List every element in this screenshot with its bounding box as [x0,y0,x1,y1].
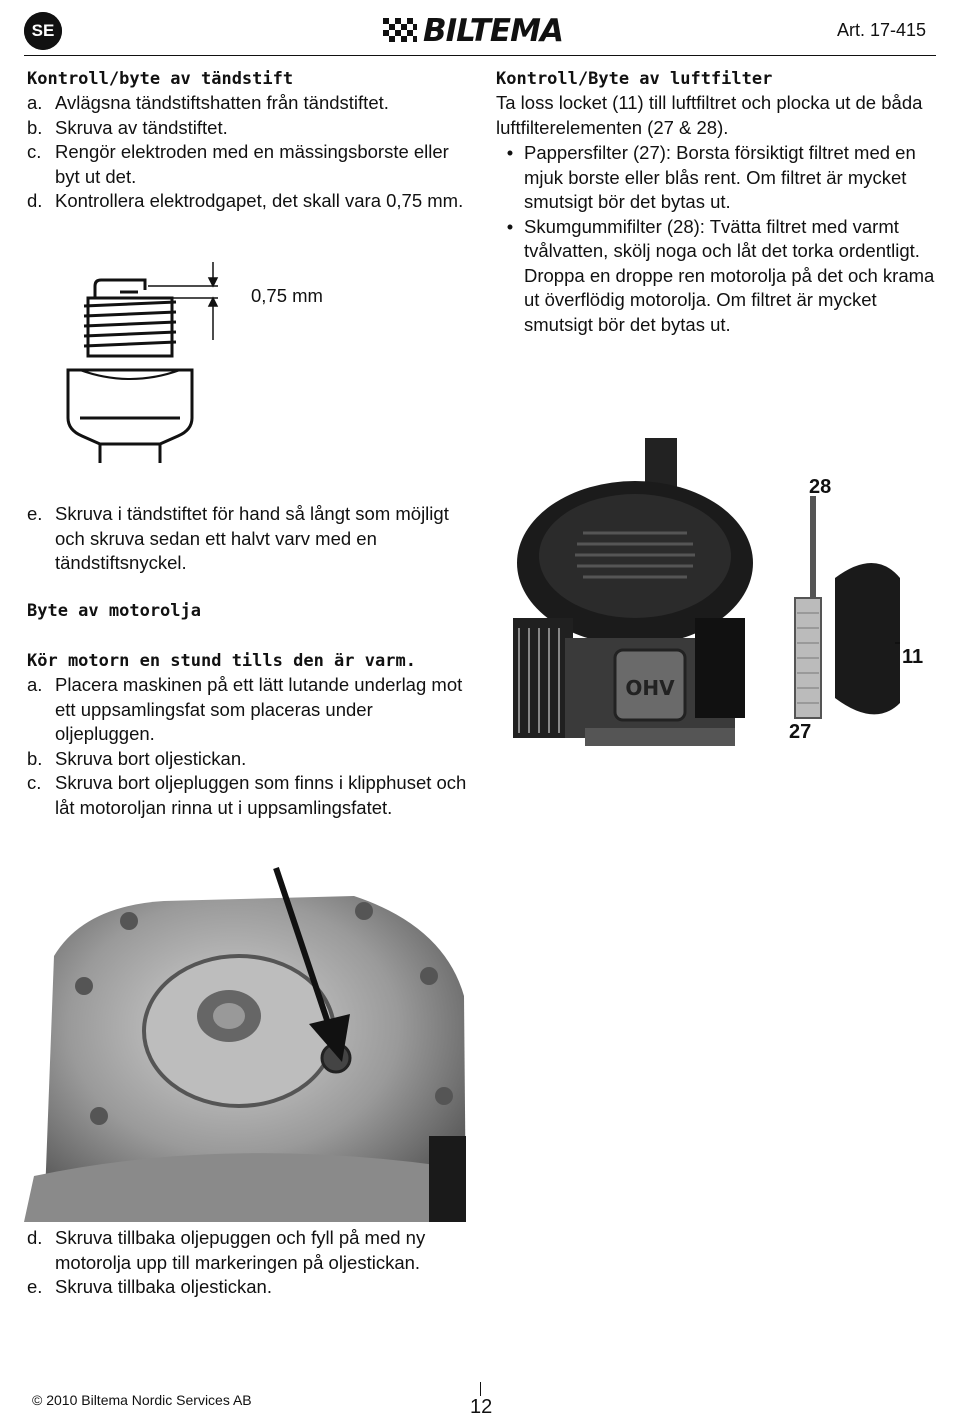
list-text: Skumgummifilter (28): Tvätta filtret med varmt tvålvatten, skölj noga och låt det torka ordentligt. Droppa en droppe ren motorolja på det och krama ut överflödig motorolja. Om filtret är mycket smutsigt bör det bytas ut. [524,215,935,335]
list-marker: c. [27,772,42,793]
list-item [496,215,942,338]
list-marker: d. [27,190,43,211]
list-text: Kontrollera elektrodgapet, det skall vara 0,75 mm. [55,190,464,211]
language-badge-text: SE [31,21,55,40]
airfilter-bullets [496,141,942,337]
list-item [27,1226,467,1275]
biltema-logo [383,15,563,47]
list-marker: d. [27,1227,43,1248]
page-tick [480,1382,481,1396]
list-marker: b. [27,747,43,769]
list-text: Placera maskinen på ett lätt lutande underlag mot ett uppsamlingsfat som placeras under oljepluggen. [55,674,463,744]
bullet-marker: • [506,215,514,237]
oil-steps-2 [27,1226,467,1300]
spark-step-e [27,502,467,576]
list-marker: c. [27,141,42,162]
list-item [27,140,467,189]
list-text: Skruva tillbaka oljepuggen och fyll på med ny motorolja upp till markeringen på oljestickan. [55,1227,426,1273]
header-rule [24,55,936,56]
oil-plug-photo [24,866,466,1222]
engine-airfilter-photo [505,438,945,788]
language-badge [24,12,62,50]
spark-heading: Kontroll/byte av tändstift [27,69,294,89]
spark-plug-illustration [60,258,230,468]
list-text: Skruva bort oljestickan. [55,747,247,769]
list-item [27,747,467,772]
bullet-marker: • [506,142,514,163]
list-marker: b. [27,116,43,138]
list-item [27,189,467,214]
list-text: Skruva bort oljepluggen som finns i klipphuset och låt motoroljan rinna ut i uppsamlingsfatet. [55,772,467,818]
list-item [27,116,467,141]
list-marker: e. [27,1276,43,1297]
oil-heading: Byte av motorolja [27,601,201,621]
copyright: © 2010 Biltema Nordic Services AB [32,1392,252,1408]
list-marker: a. [27,92,43,113]
article-number: Art. 17-415 [836,20,926,40]
label-11: 11 [902,646,924,668]
oil-subheading: Kör motorn en stund tills den är varm. [27,651,416,671]
list-text: Skruva i tändstiftet för hand så långt som möjligt och skruva sedan ett halvt varv med en tändstiftsnyckel. [55,503,449,573]
list-item [27,502,467,576]
list-text: Rengör elektroden med en mässingsborste eller byt ut det. [55,141,449,187]
airfilter-intro: Ta loss locket (11) till luftfiltret och plocka ut de båda luftfilterelementen (27 & 28). [496,92,923,138]
list-item [27,673,467,747]
airfilter-heading: Kontroll/Byte av luftfilter [496,69,773,89]
label-28: 28 [809,476,832,498]
engine-cast-text: OHV [625,676,675,700]
list-text: Skruva av tändstiftet. [55,116,228,138]
list-item [27,1275,467,1300]
list-text: Pappersfilter (27): Borsta försiktigt filtret med en mjuk borste eller blås rent. Om filtret är mycket smutsigt bör det bytas ut. [524,142,916,212]
list-item [496,141,942,215]
logo-text: BILTEMA [423,13,563,49]
spark-steps [27,91,467,214]
list-text: Avlägsna tändstiftshatten från tändstiftet. [55,92,389,113]
list-text: Skruva tillbaka oljestickan. [55,1276,272,1297]
list-marker: a. [27,674,43,695]
oil-steps [27,673,467,820]
label-27: 27 [789,721,812,743]
list-marker: e. [27,503,43,524]
gap-label: 0,75 mm [251,285,323,306]
list-item [27,771,467,820]
list-item [27,91,467,116]
checkered-flag-icon [383,18,417,44]
page-number: 12 [470,1396,493,1418]
